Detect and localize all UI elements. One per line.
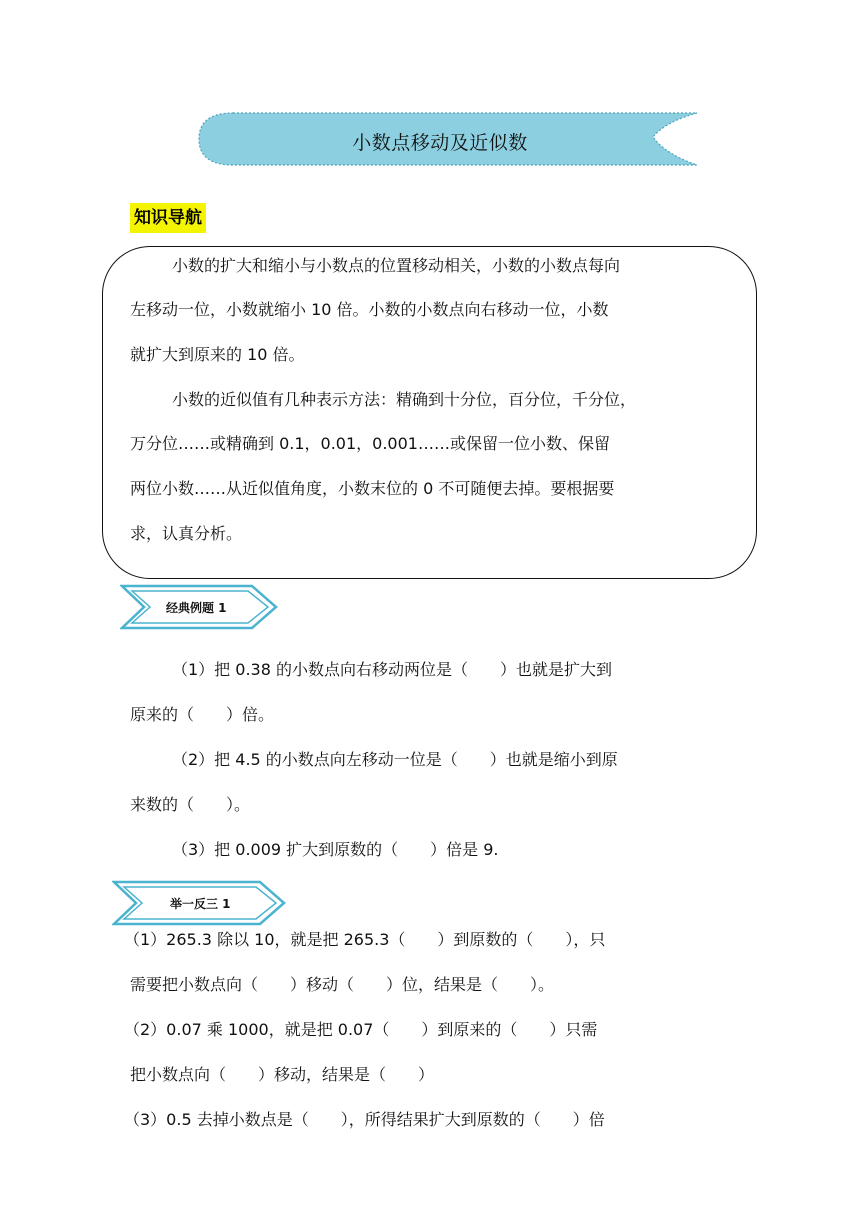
knowledge-line: 两位小数……从近似值角度，小数末位的 0 不可随便去掉。要根据要 [130, 479, 615, 498]
knowledge-line: 就扩大到原来的 10 倍。 [130, 345, 305, 364]
example-question: （1）把 0.38 的小数点向右移动两位是（ ）也就是扩大到 [172, 660, 612, 679]
practice-question: （1）265.3 除以 10，就是把 265.3（ ）到原数的（ ），只 [124, 930, 606, 949]
knowledge-line: 小数的近似值有几种表示方法：精确到十分位，百分位，千分位， [172, 390, 637, 409]
page-title: 小数点移动及近似数 [352, 132, 528, 154]
practice-question: 把小数点向（ ）移动，结果是（ ） [130, 1065, 435, 1084]
example-question: （3）把 0.009 扩大到原数的（ ）倍是 9. [172, 840, 499, 859]
practice-tag-label: 举一反三 1 [170, 897, 231, 911]
example-tag-label: 经典例题 1 [166, 601, 227, 615]
knowledge-line: 小数的扩大和缩小与小数点的位置移动相关，小数的小数点每向 [172, 256, 621, 275]
section-heading-knowledge: 知识导航 [130, 203, 206, 233]
example-question: 来数的（ ）。 [130, 795, 251, 814]
example-question: 原来的（ ）倍。 [130, 705, 275, 724]
knowledge-line: 求，认真分析。 [130, 524, 243, 543]
knowledge-line: 左移动一位，小数就缩小 10 倍。小数的小数点向右移动一位，小数 [130, 300, 609, 319]
practice-question: 需要把小数点向（ ）移动（ ）位，结果是（ ）。 [130, 975, 555, 994]
practice-question: （3）0.5 去掉小数点是（ ），所得结果扩大到原数的（ ）倍 [124, 1110, 605, 1129]
knowledge-line: 万分位……或精确到 0.1，0.01，0.001……或保留一位小数、保留 [130, 434, 610, 453]
example-question: （2）把 4.5 的小数点向左移动一位是（ ）也就是缩小到原 [172, 750, 618, 769]
practice-question: （2）0.07 乘 1000，就是把 0.07（ ）到原来的（ ）只需 [124, 1020, 598, 1039]
